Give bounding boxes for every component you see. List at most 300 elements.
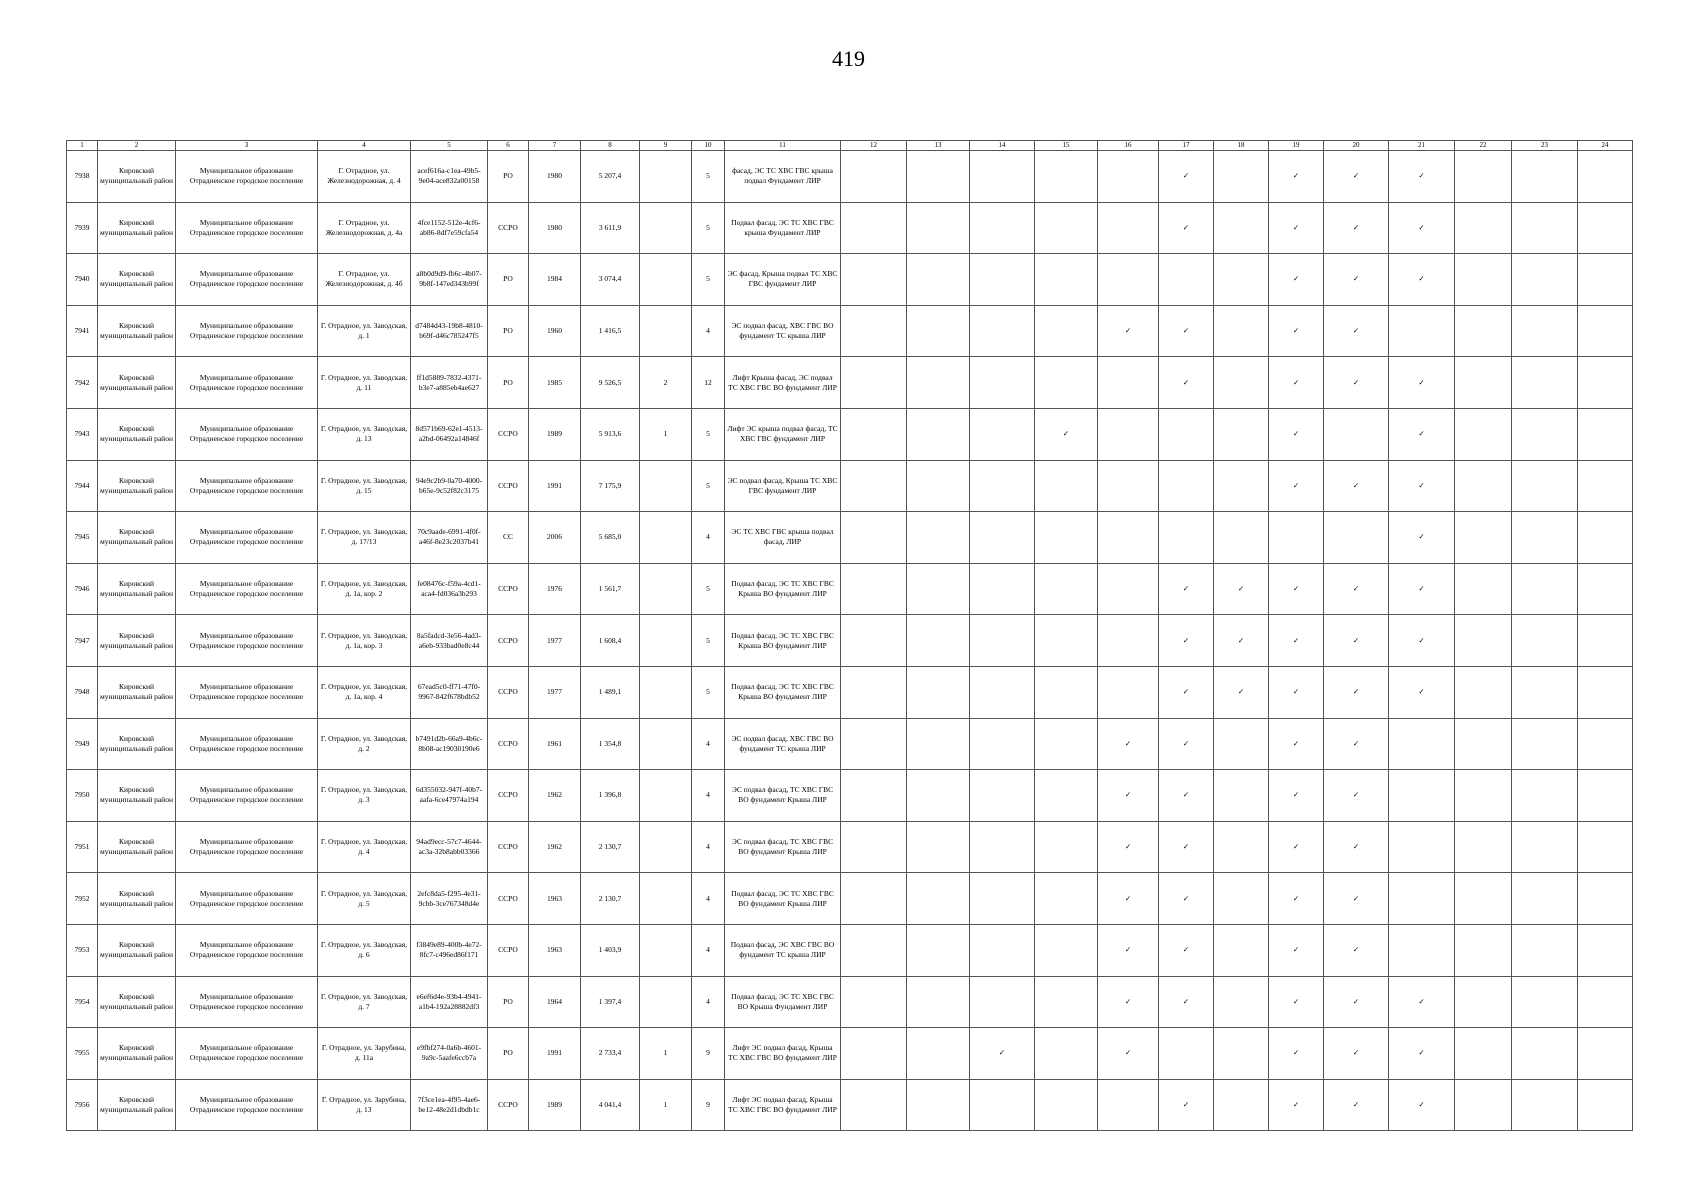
row-number: 7948 [67, 666, 98, 718]
check-mark-icon: ✓ [1324, 151, 1389, 203]
table-body [67, 151, 1633, 1131]
empty-cell [1214, 512, 1269, 564]
empty-cell [1455, 770, 1512, 822]
column-header-16: 16 [1098, 141, 1159, 151]
check-mark-icon: ✓ [1269, 305, 1324, 357]
works-cell: ЭС подвал фасад, ТС ХВС ГВС ВО фундамент Крыша ЛИР [725, 770, 841, 822]
year-cell: 1963 [529, 873, 581, 925]
row-number: 7945 [67, 512, 98, 564]
check-mark-icon: ✓ [1389, 151, 1455, 203]
col9-cell [640, 976, 692, 1028]
empty-cell [907, 1028, 970, 1080]
area-cell: 1 561,7 [581, 563, 640, 615]
empty-cell [970, 408, 1035, 460]
municipality-cell: Муниципальное образование Отрадненское городское поселение [176, 563, 318, 615]
district-cell: Кировский муниципальный район [98, 770, 176, 822]
col9-cell [640, 202, 692, 254]
empty-cell [1098, 202, 1159, 254]
empty-cell [1214, 151, 1269, 203]
empty-cell [1455, 924, 1512, 976]
column-header-18: 18 [1214, 141, 1269, 151]
empty-cell [1035, 254, 1098, 306]
empty-cell [1512, 151, 1578, 203]
area-cell: 5 913,6 [581, 408, 640, 460]
table-row [67, 563, 1633, 615]
column-header-22: 22 [1455, 141, 1512, 151]
municipality-cell: Муниципальное образование Отрадненское городское поселение [176, 873, 318, 925]
area-cell: 1 403,9 [581, 924, 640, 976]
col10-cell: 12 [692, 357, 725, 409]
col9-cell [640, 718, 692, 770]
works-cell: фасад, ЭС ТС ХВС ГВС крыша подвал Фундамент ЛИР [725, 151, 841, 203]
header-row [67, 141, 1633, 151]
empty-cell [1035, 151, 1098, 203]
empty-cell [1269, 512, 1324, 564]
column-header-6: 6 [488, 141, 529, 151]
check-mark-icon: ✓ [1324, 563, 1389, 615]
check-mark-icon: ✓ [1269, 1028, 1324, 1080]
address-cell: Г. Отрадное, ул. Заводская, д. 4 [318, 821, 411, 873]
table-row [67, 1028, 1633, 1080]
guid-cell: 94ad9ecc-57c7-4644-ac3a-32b8abb03366 [411, 821, 488, 873]
table-row [67, 615, 1633, 667]
check-mark-icon: ✓ [1098, 718, 1159, 770]
empty-cell [1098, 563, 1159, 615]
table-row [67, 666, 1633, 718]
guid-cell: e9fbf274-0a6b-4601-9a9c-5aafe6ccb7a [411, 1028, 488, 1080]
check-mark-icon: ✓ [970, 1028, 1035, 1080]
municipality-cell: Муниципальное образование Отрадненское городское поселение [176, 151, 318, 203]
guid-cell: 8a5fadcd-3e56-4ad3-a6eb-933bad0e8c44 [411, 615, 488, 667]
empty-cell [1578, 408, 1633, 460]
empty-cell [841, 1028, 907, 1080]
works-cell: ЭС подвал фасад, Крыша ТС ХВС ГВС фундамент ЛИР [725, 460, 841, 512]
empty-cell [907, 460, 970, 512]
district-cell: Кировский муниципальный район [98, 460, 176, 512]
empty-cell [1578, 357, 1633, 409]
column-header-9: 9 [640, 141, 692, 151]
check-mark-icon: ✓ [1389, 666, 1455, 718]
guid-cell: fe08476c-f59a-4cd1-aca4-fd036a3b293 [411, 563, 488, 615]
check-mark-icon: ✓ [1098, 821, 1159, 873]
check-mark-icon: ✓ [1159, 976, 1214, 1028]
check-mark-icon: ✓ [1159, 357, 1214, 409]
column-header-7: 7 [529, 141, 581, 151]
empty-cell [1512, 460, 1578, 512]
address-cell: Г. Отрадное, ул. Заводская, д. 15 [318, 460, 411, 512]
column-header-13: 13 [907, 141, 970, 151]
empty-cell [1389, 821, 1455, 873]
empty-cell [1512, 718, 1578, 770]
column-header-11: 11 [725, 141, 841, 151]
check-mark-icon: ✓ [1324, 305, 1389, 357]
empty-cell [970, 976, 1035, 1028]
table-row [67, 873, 1633, 925]
check-mark-icon: ✓ [1269, 202, 1324, 254]
column-header-1: 1 [67, 141, 98, 151]
empty-cell [907, 873, 970, 925]
empty-cell [970, 151, 1035, 203]
empty-cell [1455, 1028, 1512, 1080]
area-cell: 1 396,8 [581, 770, 640, 822]
guid-cell: b7491d2b-66a9-4b6c-8b08-ac19030190e6 [411, 718, 488, 770]
district-cell: Кировский муниципальный район [98, 1028, 176, 1080]
column-header-21: 21 [1389, 141, 1455, 151]
works-cell: Подвал фасад, ЭС ТС ХВС ГВС Крыша ВО фундамент ЛИР [725, 666, 841, 718]
district-cell: Кировский муниципальный район [98, 563, 176, 615]
empty-cell [1214, 924, 1269, 976]
check-mark-icon: ✓ [1324, 821, 1389, 873]
guid-cell: 8d571b69-62e1-4513-a2bd-06492a14846f [411, 408, 488, 460]
check-mark-icon: ✓ [1269, 563, 1324, 615]
address-cell: Г. Отрадное, ул. Железнодорожная, д. 4а [318, 202, 411, 254]
municipality-cell: Муниципальное образование Отрадненское городское поселение [176, 460, 318, 512]
address-cell: Г. Отрадное, ул. Заводская, д. 1а, кор. 3 [318, 615, 411, 667]
empty-cell [1578, 718, 1633, 770]
empty-cell [841, 151, 907, 203]
empty-cell [1035, 821, 1098, 873]
type-cell: ССРО [488, 924, 529, 976]
works-cell: Лифт Крыша фасад, ЭС подвал ТС ХВС ГВС ВО фундамент ЛИР [725, 357, 841, 409]
type-cell: ССРО [488, 770, 529, 822]
empty-cell [1455, 305, 1512, 357]
page-number: 419 [832, 46, 865, 71]
municipality-cell: Муниципальное образование Отрадненское городское поселение [176, 1079, 318, 1131]
col9-cell [640, 873, 692, 925]
year-cell: 1963 [529, 924, 581, 976]
empty-cell [970, 666, 1035, 718]
empty-cell [841, 615, 907, 667]
empty-cell [1512, 357, 1578, 409]
district-cell: Кировский муниципальный район [98, 305, 176, 357]
check-mark-icon: ✓ [1269, 357, 1324, 409]
check-mark-icon: ✓ [1389, 460, 1455, 512]
address-cell: Г. Отрадное, ул. Заводская, д. 3 [318, 770, 411, 822]
table-row [67, 202, 1633, 254]
year-cell: 1962 [529, 821, 581, 873]
empty-cell [841, 924, 907, 976]
empty-cell [841, 305, 907, 357]
empty-cell [1214, 873, 1269, 925]
check-mark-icon: ✓ [1389, 254, 1455, 306]
check-mark-icon: ✓ [1389, 615, 1455, 667]
guid-cell: e6ef6d4e-93b4-4941-a1b4-192a28882df3 [411, 976, 488, 1028]
year-cell: 1980 [529, 151, 581, 203]
guid-cell: f3849e89-400b-4e72-8fc7-c496ed86f171 [411, 924, 488, 976]
empty-cell [1035, 1028, 1098, 1080]
empty-cell [841, 460, 907, 512]
address-cell: Г. Отрадное, ул. Железнодорожная, д. 4 [318, 151, 411, 203]
empty-cell [841, 202, 907, 254]
column-header-20: 20 [1324, 141, 1389, 151]
empty-cell [841, 821, 907, 873]
check-mark-icon: ✓ [1159, 202, 1214, 254]
column-header-8: 8 [581, 141, 640, 151]
empty-cell [1578, 1079, 1633, 1131]
year-cell: 1964 [529, 976, 581, 1028]
year-cell: 1977 [529, 666, 581, 718]
check-mark-icon: ✓ [1159, 718, 1214, 770]
district-cell: Кировский муниципальный район [98, 873, 176, 925]
check-mark-icon: ✓ [1035, 408, 1098, 460]
col9-cell [640, 460, 692, 512]
empty-cell [1098, 615, 1159, 667]
area-cell: 5 207,4 [581, 151, 640, 203]
empty-cell [1512, 563, 1578, 615]
empty-cell [1455, 1079, 1512, 1131]
guid-cell: 7f3ce1ea-4f95-4ae6-be12-48e2d1dbdb1c [411, 1079, 488, 1131]
empty-cell [1324, 408, 1389, 460]
empty-cell [1035, 305, 1098, 357]
year-cell: 1961 [529, 718, 581, 770]
empty-cell [1214, 718, 1269, 770]
col10-cell: 9 [692, 1028, 725, 1080]
check-mark-icon: ✓ [1389, 563, 1455, 615]
area-cell: 5 685,0 [581, 512, 640, 564]
address-cell: Г. Отрадное, ул. Заводская, д. 13 [318, 408, 411, 460]
col9-cell [640, 151, 692, 203]
row-number: 7946 [67, 563, 98, 615]
empty-cell [1098, 512, 1159, 564]
address-cell: Г. Отрадное, ул. Железнодорожная, д. 4б [318, 254, 411, 306]
district-cell: Кировский муниципальный район [98, 357, 176, 409]
guid-cell: 67ead5c0-ff71-47f0-9967-842f678bdb52 [411, 666, 488, 718]
guid-cell: 70c9aade-6991-4f0f-a46f-8e23c2037b41 [411, 512, 488, 564]
empty-cell [1389, 305, 1455, 357]
row-number: 7953 [67, 924, 98, 976]
check-mark-icon: ✓ [1214, 563, 1269, 615]
empty-cell [1159, 1028, 1214, 1080]
empty-cell [1512, 976, 1578, 1028]
area-cell: 1 416,5 [581, 305, 640, 357]
area-cell: 3 074,4 [581, 254, 640, 306]
empty-cell [1098, 254, 1159, 306]
empty-cell [970, 924, 1035, 976]
guid-cell: 6d355032-947f-40b7-aafa-6ce47974a194 [411, 770, 488, 822]
empty-cell [1455, 666, 1512, 718]
table-row [67, 254, 1633, 306]
empty-cell [1455, 563, 1512, 615]
col10-cell: 5 [692, 615, 725, 667]
works-cell: Подвал фасад, ЭС ТС ХВС ГВС Крыша ВО фундамент ЛИР [725, 563, 841, 615]
empty-cell [907, 151, 970, 203]
address-cell: Г. Отрадное, ул. Заводская, д. 1а, кор. 4 [318, 666, 411, 718]
type-cell: РО [488, 357, 529, 409]
empty-cell [1214, 357, 1269, 409]
type-cell: РО [488, 1028, 529, 1080]
empty-cell [1035, 357, 1098, 409]
check-mark-icon: ✓ [1159, 770, 1214, 822]
area-cell: 1 397,4 [581, 976, 640, 1028]
empty-cell [1214, 821, 1269, 873]
empty-cell [1389, 873, 1455, 925]
empty-cell [907, 976, 970, 1028]
table-row [67, 770, 1633, 822]
column-header-3: 3 [176, 141, 318, 151]
area-cell: 3 611,9 [581, 202, 640, 254]
works-cell: Подвал фасад, ЭС ТС ХВС ГВС Крыша ВО фундамент ЛИР [725, 615, 841, 667]
empty-cell [1578, 563, 1633, 615]
table-row [67, 305, 1633, 357]
district-cell: Кировский муниципальный район [98, 718, 176, 770]
empty-cell [1098, 151, 1159, 203]
empty-cell [1512, 666, 1578, 718]
empty-cell [1035, 770, 1098, 822]
check-mark-icon: ✓ [1324, 1028, 1389, 1080]
empty-cell [1035, 873, 1098, 925]
column-header-23: 23 [1512, 141, 1578, 151]
address-cell: Г. Отрадное, ул. Заводская, д. 6 [318, 924, 411, 976]
col10-cell: 4 [692, 770, 725, 822]
works-cell: ЭС ТС ХВС ГВС крыша подвал фасад, ЛИР [725, 512, 841, 564]
empty-cell [1035, 563, 1098, 615]
col10-cell: 5 [692, 563, 725, 615]
check-mark-icon: ✓ [1269, 873, 1324, 925]
type-cell: ССРО [488, 615, 529, 667]
empty-cell [907, 305, 970, 357]
empty-cell [907, 770, 970, 822]
check-mark-icon: ✓ [1269, 666, 1324, 718]
empty-cell [1455, 202, 1512, 254]
municipality-cell: Муниципальное образование Отрадненское городское поселение [176, 615, 318, 667]
empty-cell [1578, 151, 1633, 203]
check-mark-icon: ✓ [1269, 770, 1324, 822]
address-cell: Г. Отрадное, ул. Заводская, д. 7 [318, 976, 411, 1028]
check-mark-icon: ✓ [1269, 976, 1324, 1028]
check-mark-icon: ✓ [1098, 924, 1159, 976]
check-mark-icon: ✓ [1389, 1079, 1455, 1131]
check-mark-icon: ✓ [1269, 408, 1324, 460]
type-cell: ССРО [488, 460, 529, 512]
empty-cell [970, 615, 1035, 667]
municipality-cell: Муниципальное образование Отрадненское городское поселение [176, 305, 318, 357]
check-mark-icon: ✓ [1159, 615, 1214, 667]
empty-cell [1389, 718, 1455, 770]
empty-cell [1455, 357, 1512, 409]
row-number: 7956 [67, 1079, 98, 1131]
empty-cell [907, 718, 970, 770]
empty-cell [1159, 408, 1214, 460]
col10-cell: 4 [692, 305, 725, 357]
col9-cell [640, 254, 692, 306]
check-mark-icon: ✓ [1269, 254, 1324, 306]
address-cell: Г. Отрадное, ул. Заводская, д. 1 [318, 305, 411, 357]
empty-cell [1512, 615, 1578, 667]
empty-cell [1512, 873, 1578, 925]
table-row [67, 460, 1633, 512]
check-mark-icon: ✓ [1269, 460, 1324, 512]
works-cell: Лифт ЭС крыша подвал фасад, ТС ХВС ГВС фундамент ЛИР [725, 408, 841, 460]
empty-cell [1578, 460, 1633, 512]
district-cell: Кировский муниципальный район [98, 512, 176, 564]
empty-cell [1455, 512, 1512, 564]
empty-cell [970, 563, 1035, 615]
empty-cell [1455, 151, 1512, 203]
table-header [67, 141, 1633, 151]
table-row [67, 151, 1633, 203]
district-cell: Кировский муниципальный район [98, 254, 176, 306]
col10-cell: 4 [692, 718, 725, 770]
district-cell: Кировский муниципальный район [98, 976, 176, 1028]
check-mark-icon: ✓ [1324, 666, 1389, 718]
empty-cell [1098, 357, 1159, 409]
empty-cell [1035, 1079, 1098, 1131]
guid-cell: a8b0d9d9-fb6c-4b07-9b8f-147ed343b99f [411, 254, 488, 306]
table-row [67, 924, 1633, 976]
empty-cell [1214, 254, 1269, 306]
empty-cell [1214, 976, 1269, 1028]
district-cell: Кировский муниципальный район [98, 1079, 176, 1131]
area-cell: 2 130,7 [581, 821, 640, 873]
buildings-registry-table [66, 140, 1633, 1131]
empty-cell [1214, 1079, 1269, 1131]
column-header-2: 2 [98, 141, 176, 151]
area-cell: 4 041,4 [581, 1079, 640, 1131]
empty-cell [1214, 305, 1269, 357]
address-cell: Г. Отрадное, ул. Заводская, д. 1а, кор. 2 [318, 563, 411, 615]
type-cell: ССРО [488, 563, 529, 615]
empty-cell [907, 202, 970, 254]
check-mark-icon: ✓ [1324, 357, 1389, 409]
type-cell: ССРО [488, 666, 529, 718]
row-number: 7949 [67, 718, 98, 770]
year-cell: 1989 [529, 408, 581, 460]
table-row [67, 1079, 1633, 1131]
col9-cell: 1 [640, 408, 692, 460]
municipality-cell: Муниципальное образование Отрадненское городское поселение [176, 357, 318, 409]
col10-cell: 4 [692, 873, 725, 925]
col9-cell [640, 924, 692, 976]
table-row [67, 512, 1633, 564]
empty-cell [1324, 512, 1389, 564]
check-mark-icon: ✓ [1324, 254, 1389, 306]
empty-cell [970, 1079, 1035, 1131]
table-row [67, 976, 1633, 1028]
row-number: 7940 [67, 254, 98, 306]
empty-cell [1159, 512, 1214, 564]
empty-cell [1035, 976, 1098, 1028]
works-cell: Подвал фасад, ЭС ТС ХВС ГВС крыша Фундамент ЛИР [725, 202, 841, 254]
check-mark-icon: ✓ [1269, 924, 1324, 976]
check-mark-icon: ✓ [1098, 1028, 1159, 1080]
empty-cell [970, 357, 1035, 409]
area-cell: 2 733,4 [581, 1028, 640, 1080]
empty-cell [1455, 408, 1512, 460]
col10-cell: 9 [692, 1079, 725, 1131]
col10-cell: 4 [692, 924, 725, 976]
col10-cell: 5 [692, 408, 725, 460]
area-cell: 7 175,9 [581, 460, 640, 512]
type-cell: РО [488, 976, 529, 1028]
empty-cell [1214, 770, 1269, 822]
col9-cell [640, 666, 692, 718]
check-mark-icon: ✓ [1159, 563, 1214, 615]
empty-cell [970, 460, 1035, 512]
empty-cell [1098, 1079, 1159, 1131]
empty-cell [1455, 460, 1512, 512]
empty-cell [1578, 976, 1633, 1028]
check-mark-icon: ✓ [1098, 976, 1159, 1028]
empty-cell [970, 202, 1035, 254]
year-cell: 1984 [529, 254, 581, 306]
empty-cell [1214, 408, 1269, 460]
check-mark-icon: ✓ [1389, 976, 1455, 1028]
empty-cell [1035, 460, 1098, 512]
empty-cell [841, 408, 907, 460]
district-cell: Кировский муниципальный район [98, 202, 176, 254]
check-mark-icon: ✓ [1214, 666, 1269, 718]
empty-cell [1098, 408, 1159, 460]
